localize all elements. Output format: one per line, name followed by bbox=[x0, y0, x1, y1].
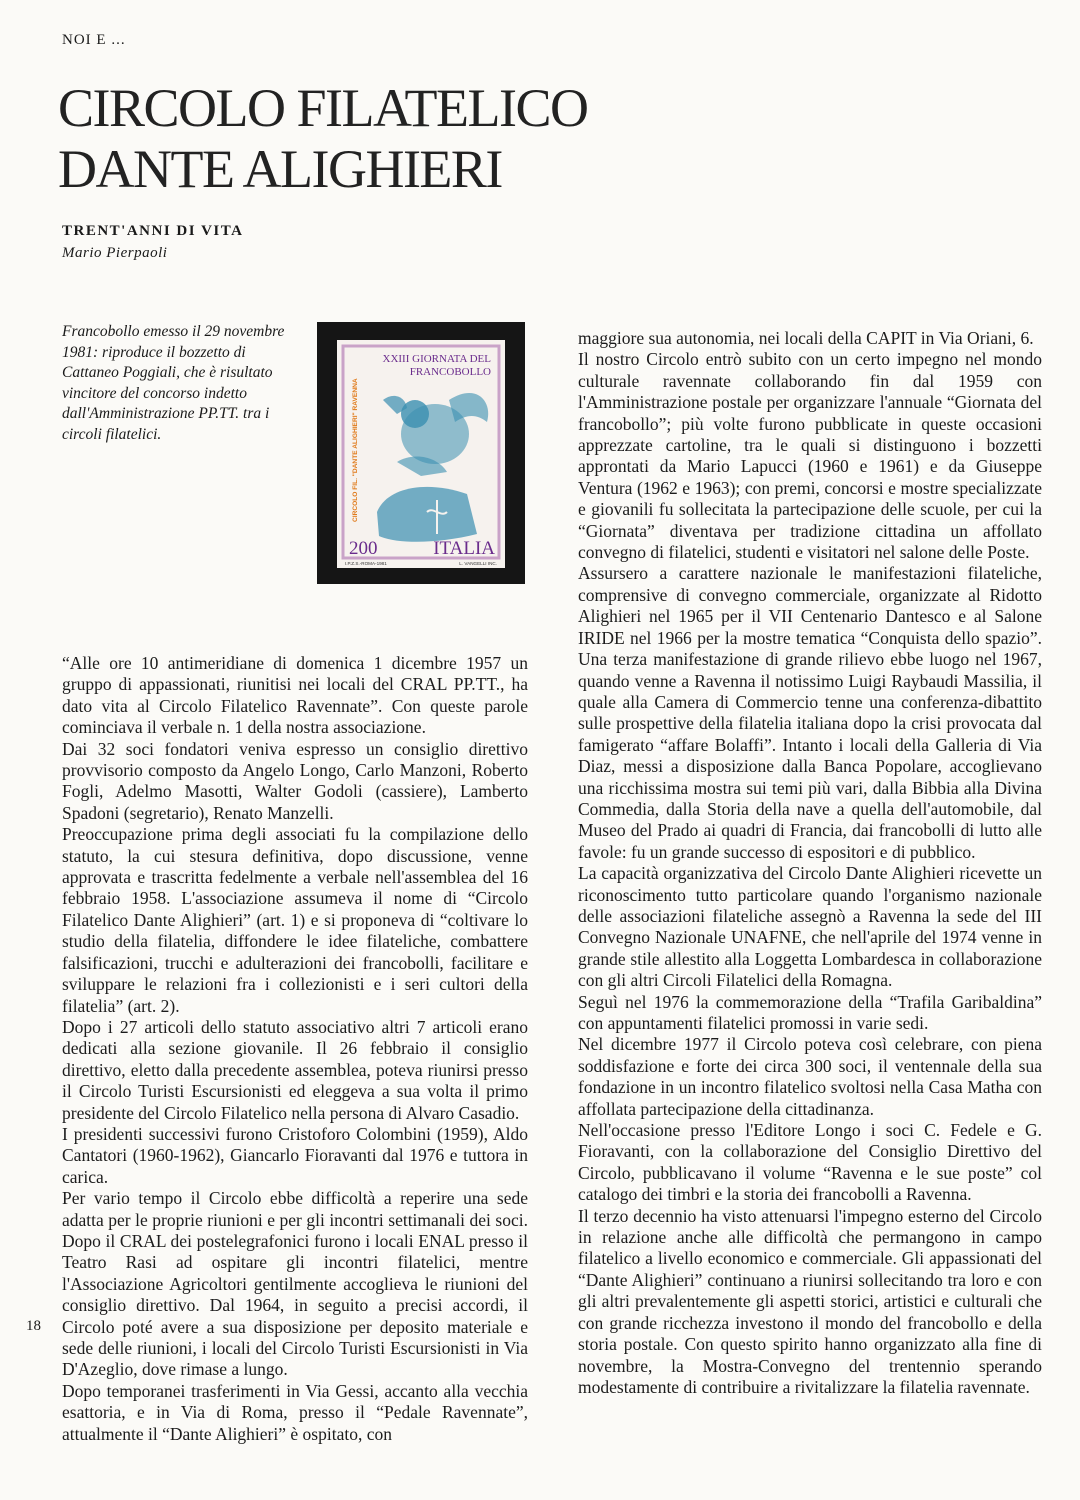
article-left-column bbox=[62, 653, 528, 1445]
stamp-side-text: CIRCOLO FIL. "DANTE ALIGHIERI" RAVENNA bbox=[352, 378, 359, 522]
kicker: NOI E ... bbox=[62, 32, 126, 48]
paragraph: Dopo i 27 articoli dello statuto associativo altri 7 articoli erano dedicati alla sezione giovanile. Il 26 febbraio il consiglio direttivo, eletto dalla precedente assemblea, poteva riunirsi presso il Circolo Turisti Escursionisti ed eleggeva a sua volta il primo presidente del Circolo Filatelico nella persona di Alvaro Casadio. bbox=[62, 1016, 528, 1123]
paragraph: Preoccupazione prima degli associati fu la compilazione dello statuto, la cui stesura definitiva, dopo discussione, venne approvata e trascritta fedelmente a verbale nell'assemblea del 16 febbraio 1958. L'associazione assumeva il nome di “Circolo Filatelico Dante Alighieri” (art. 1) e si proponeva di “coltivare lo studio della filatelia, diffondere le idee filateliche, combattere falsificazioni, trucchi e adulterazioni dei francobolli, facilitare e sviluppare le relazioni fra i collezionisti e i seri cultori della filatelia” (art. 2). bbox=[62, 824, 528, 1016]
paragraph: Nel dicembre 1977 il Circolo poteva così celebrare, con piena soddisfazione e forte dei circa 300 soci, il ventennale della sua fondazione in un incontro filatelico svoltosi nella Casa Matha con affollata partecipazione della cittadinanza. bbox=[578, 1034, 1042, 1119]
paragraph: Per vario tempo il Circolo ebbe difficoltà a reperire una sede adatta per le proprie riunioni e per gli incontri settimanali dei soci. Dopo il CRAL dei postelegrafonici furono i locali ENAL presso il Teatro Rasi ad ospitare gli incontri filatelici, mentre l'Associazione Agricoltori gentilmente accoglieva le riunioni del consiglio direttivo. Dal 1964, in seguito a precisi accordi, il Circolo poté avere a sua disposizione per deposito materiale e sede delle riunioni, i locali del Circolo Turisti Escursionisti in Via D'Azeglio, dove rimase a lungo. bbox=[62, 1188, 528, 1380]
article-right-column bbox=[578, 328, 1042, 1398]
paragraph: I presidenti successivi furono Cristoforo Colombini (1959), Aldo Cantatori (1960-1962), Giancarlo Fioravanti dal 1976 e tuttora in carica. bbox=[62, 1123, 528, 1187]
author-name: Mario Pierpaoli bbox=[62, 245, 168, 261]
paragraph: Dopo temporanei trasferimenti in Via Gessi, accanto alla vecchia esattoria, e in Via di Roma, presso il “Pedale Ravennate”, attualmente il “Dante Alighieri” è ospitato, con bbox=[62, 1380, 528, 1444]
title-line-2: DANTE ALIGHIERI bbox=[58, 139, 502, 199]
stamp-printer: I.P.Z.S.-ROMA-1981 bbox=[345, 561, 387, 566]
paragraph: Seguì nel 1976 la commemorazione della “Trafila Garibaldina” con appuntamenti filatelici promossi in varie sedi. bbox=[578, 991, 1042, 1033]
paragraph: maggiore sua autonomia, nei locali della CAPIT in Via Oriani, 6. bbox=[578, 328, 1034, 348]
title-line-1: CIRCOLO FILATELICO bbox=[58, 78, 588, 138]
stamp-image bbox=[317, 322, 525, 584]
stamp-caption: Francobollo emesso il 29 novembre 1981: riproduce il bozzetto di Cattaneo Poggiali, che è risultato vincitore del concorso indetto dall'Amministrazione PP.TT. tra i circoli filatelici. bbox=[62, 323, 285, 443]
paragraph: “Alle ore 10 antimeridiane di domenica 1 dicembre 1957 un gruppo di appassionati, riunitisi nei locali del CRAL PP.TT., ha dato vita al Circolo Filatelico Ravennate”. Con queste parole cominciava il verbale n. 1 della nostra associazione. bbox=[62, 653, 528, 738]
article-subtitle: TRENT'ANNI DI VITA bbox=[62, 223, 244, 239]
page-number: 18 bbox=[26, 1318, 41, 1334]
paragraph: Nell'occasione presso l'Editore Longo i soci C. Fedele e G. Fioravanti, con la collaborazione del Consiglio Direttivo del Circolo, pubblicavano il volume “Ravenna e le sue poste” col catalogo dei timbri e la storia dei francobolli a Ravenna. bbox=[578, 1120, 1042, 1205]
paragraph: Il terzo decennio ha visto attenuarsi l'impegno esterno del Circolo in relazione anche alle difficoltà che permangono in campo filatelico a livello economico e commerciale. Gli appassionati del “Dante Alighieri” continuano a riunirsi sollecitando tra loro e con gli altri prevalentemente gli aspetti storici, artistici e culturali che con grande ricchezza investono il mondo del francobollo e della storia postale. Con questo spirito hanno organizzato alla fine di novembre, la Mostra-Convegno del trentennio sperando modestamente di contribuire a rivitalizzare la filatelia ravennate. bbox=[578, 1205, 1042, 1397]
paragraph: Assursero a carattere nazionale le manifestazioni filateliche, comprensive di convegno commerciale, organizzate al Ridotto Alighieri nel 1965 per il VII Centenario Dantesco e al Salone IRIDE nel 1966 per la mostre tematica “Conquista dello spazio”. Una terza manifestazione di grande rilievo ebbe luogo nel 1967, quando venne a Ravenna il notissimo Luigi Raybaudi Massilia, il quale alla Camera di Commercio tenne una conferenza-dibattito sulle prospettive della filatelia italiana dopo la crisi provocata dal famigerato “affare Bolaffi”. Intanto i locali della Galleria di Via Diaz, messi a disposizione dalla Banca Popolare, accoglievano una ricchissima mostra sui temi più vari, dalla Bibbia alla Divina Commedia, dalla Storia della nave a quella dell'automobile, dal Museo del Prado ai quadri di Francia, dai francobolli di lutto alle favole: fu un grande successo di espositori e di pubblico. bbox=[578, 563, 1042, 862]
stamp-value: 200 bbox=[349, 538, 378, 559]
article-title bbox=[58, 78, 587, 200]
stamp-designer: L. VANGELLI INC. bbox=[459, 561, 497, 566]
paragraph: Dai 32 soci fondatori veniva espresso un consiglio direttivo provvisorio composto da Angelo Longo, Carlo Manzoni, Roberto Fogli, Adelmo Masotti, Walter Godoli (cassiere), Lamberto Spadoni (segretario), Renato Manzelli. bbox=[62, 738, 528, 823]
paragraph: La capacità organizzativa del Circolo Dante Alighieri ricevette un riconoscimento tutto particolare quando l'organismo nazionale delle associazioni filateliche assegnò a Ravenna la sede del III Convegno Nazionale UNAFNE, che nell'aprile del 1974 venne in grande stile allestito alla Loggetta Lombardesca in collaborazione con gli altri Circoli Filatelici della Romagna. bbox=[578, 863, 1042, 991]
stamp-illustration bbox=[317, 322, 525, 584]
stamp-country: ITALIA bbox=[433, 538, 495, 559]
stamp-heading-2: FRANCOBOLLO bbox=[409, 366, 491, 378]
stamp-heading-1: XXIII GIORNATA DEL bbox=[382, 353, 491, 365]
paragraph: Il nostro Circolo entrò subito con un certo impegno nel mondo culturale ravennate collaborando fin dal 1959 con l'Amministrazione postale per organizzare l'annuale “Giornata del francobollo”; più volte furono pubblicate in queste occasioni apprezzate cartoline, tra le quali si distinguono i bozzetti approntati da Mario Lapucci (1960 e 1961) e da Giuseppe Ventura (1962 e 1963); con premi, concorsi e mostre specializzate e giovanili fu sollecitata la partecipazione delle scuole, per cui la “Giornata” diventava per tradizione cittadina un affollato convegno di filatelici, studenti e visitatori nel salone delle Poste. bbox=[578, 349, 1042, 563]
